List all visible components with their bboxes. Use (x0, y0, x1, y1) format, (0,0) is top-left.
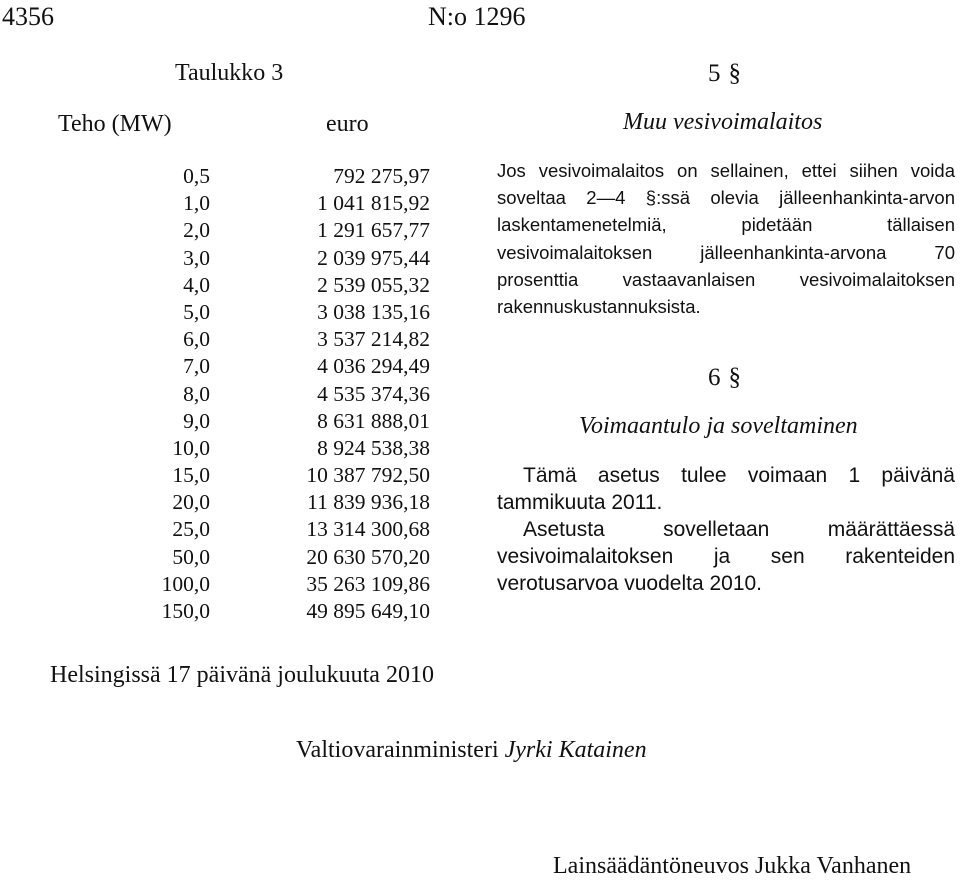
euro-cell: 35 263 109,86 (306, 571, 430, 596)
table-row (60, 163, 430, 190)
euro-cell: 49 895 649,10 (306, 599, 430, 623)
euro-cell: 792 275,97 (333, 164, 430, 188)
table-row (60, 245, 430, 272)
table-row (60, 516, 430, 543)
table-row (60, 544, 430, 571)
table-row (60, 381, 430, 408)
issue-number: N:o 1296 (428, 2, 526, 31)
page-number: 4356 (2, 2, 54, 31)
euro-cell: 2 539 055,32 (317, 272, 430, 297)
table-row (60, 435, 430, 462)
table-row (60, 598, 430, 625)
power-cell: 8,0 (183, 381, 210, 406)
power-cell: 5,0 (183, 299, 210, 324)
minister-title: Valtiovarainministeri (296, 737, 499, 763)
euro-cell: 8 631 888,01 (317, 408, 430, 433)
power-cell: 6,0 (183, 327, 210, 352)
euro-cell: 10 387 792,50 (306, 463, 430, 488)
euro-cell: 1 041 815,92 (317, 191, 430, 216)
power-cell: 150,0 (161, 599, 210, 623)
euro-cell: 2 039 975,44 (317, 245, 430, 270)
section-6-paragraph-1: Tämä asetus tulee voimaan 1 päivänä tammikuuta 2011. (497, 464, 955, 515)
table-row (60, 462, 430, 489)
column-header-power: Teho (MW) (58, 111, 172, 137)
table-row (60, 326, 430, 353)
section-6-title: Voimaantulo ja soveltaminen (579, 413, 858, 439)
column-header-euro: euro (326, 111, 369, 137)
power-cell: 9,0 (183, 408, 210, 433)
power-cell: 7,0 (183, 354, 210, 379)
euro-cell: 4 535 374,36 (317, 381, 430, 406)
power-cell: 3,0 (183, 245, 210, 270)
table-caption: Taulukko 3 (175, 60, 284, 86)
section-6-number: 6 (708, 364, 721, 391)
section-5-heading (708, 60, 741, 88)
section-6-symbol: § (728, 364, 741, 391)
power-cell: 50,0 (172, 544, 210, 569)
section-6-heading (708, 364, 741, 392)
table-row (60, 353, 430, 380)
euro-cell: 8 924 538,38 (317, 435, 430, 460)
table-row (60, 299, 430, 326)
euro-cell: 13 314 300,68 (306, 517, 430, 542)
euro-cell: 3 537 214,82 (317, 327, 430, 352)
minister-signature (296, 737, 647, 764)
euro-cell: 4 036 294,49 (317, 354, 430, 379)
counsel-signature: Lainsäädäntöneuvos Jukka Vanhanen (553, 853, 912, 879)
euro-cell: 3 038 135,16 (317, 299, 430, 324)
power-cell: 0,5 (183, 164, 210, 188)
section-5-title: Muu vesivoimalaitos (623, 109, 823, 135)
power-cell: 10,0 (172, 435, 210, 460)
euro-cell: 1 291 657,77 (317, 218, 430, 243)
power-cell: 1,0 (183, 191, 210, 216)
power-cell: 2,0 (183, 218, 210, 243)
euro-cell: 20 630 570,20 (306, 544, 430, 569)
euro-cell: 11 839 936,18 (307, 490, 430, 515)
value-table (60, 163, 430, 625)
section-5-number: 5 (708, 60, 721, 87)
table-row (60, 272, 430, 299)
table-row (60, 489, 430, 516)
power-cell: 4,0 (183, 272, 210, 297)
table-row (60, 217, 430, 244)
minister-name: Jyrki Katainen (504, 737, 647, 763)
table-row (60, 190, 430, 217)
power-cell: 20,0 (172, 490, 210, 515)
power-cell: 25,0 (172, 517, 210, 542)
section-5-text: Jos vesivoimalaitos on sellainen, ettei siihen voida soveltaa 2—4 §:ssä olevia jälleenhankinta-arvon laskentamenetelmiä, pidetään tällaisen vesivoimalaitoksen jälleenhankinta-arvona 70 prosenttia vastaavanlaisen vesivoimalaitoksen rakennuskustannuksista. (497, 160, 955, 318)
power-cell: 15,0 (172, 463, 210, 488)
power-cell: 100,0 (161, 571, 210, 596)
section-5-symbol: § (728, 60, 741, 87)
table-row (60, 571, 430, 598)
table-row (60, 408, 430, 435)
place-and-date: Helsingissä 17 päivänä joulukuuta 2010 (50, 662, 434, 688)
section-6-paragraph-2: Asetusta sovelletaan määrättäessä vesivoimalaitoksen ja sen rakenteiden verotusarvoa vuodelta 2010. (497, 518, 955, 596)
